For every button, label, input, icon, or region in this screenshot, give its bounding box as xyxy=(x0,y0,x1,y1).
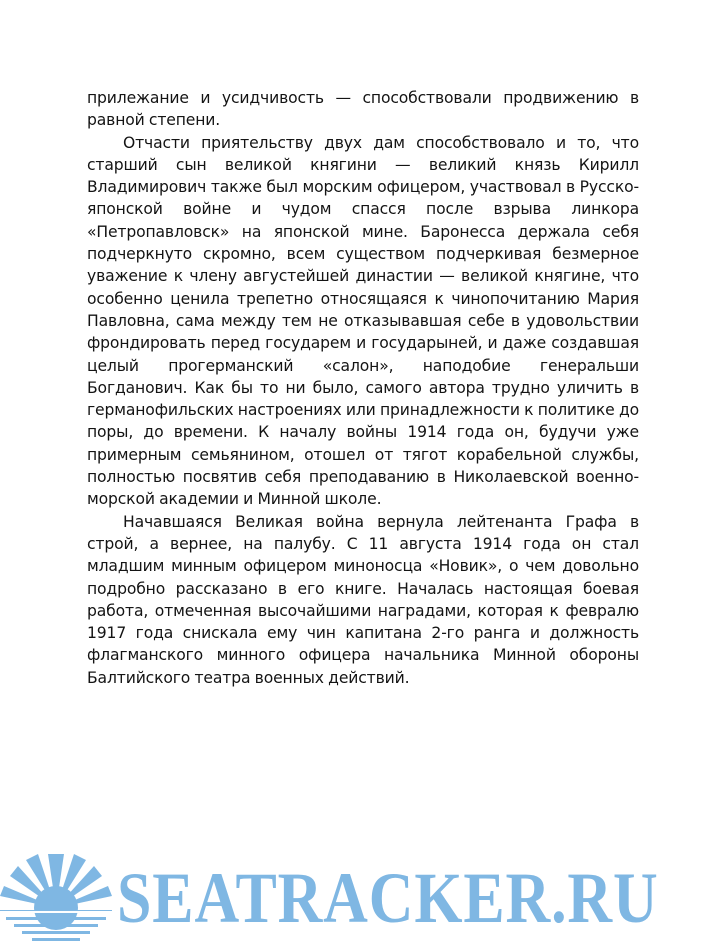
paragraph: Отчасти приятельству двух дам способствовало и то, что старший сын великой княгини — великий князь Кирилл Владимирович также был морским офицером, участвовал в Русско-японской войне и чудом спасся после взрыва линкора «Петропавловск» на японской мине. Баронесса держала себя подчеркнуто скромно, всем существом подчеркивая безмерное уважение к члену августейшей династии — великой княгине, что особенно ценила трепетно относящаяся к чинопочитанию Мария Павловна, сама между тем не отказывавшая себе в удовольствии фрондировать перед государем и государыней, и даже создавшая целый прогерманский «салон», наподобие генеральши Богданович. Как бы то ни было, самого автора трудно уличить в германофильских настроениях или принадлежности к политике до поры, до времени. К началу войны 1914 года он, будучи уже примерным семьянином, отошел от тягот корабельной службы, полностью посвятив себя преподаванию в Николаевской военно-морской академии и Минной школе. xyxy=(87,133,639,509)
watermark-text: SEATRACKER.RU xyxy=(117,858,659,938)
paragraph: Начавшаяся Великая война вернула лейтенанта Графа в строй, а вернее, на палубу. С 11 августа 1914 года он стал младшим минным офицером миноносца «Новик», о чем довольно подробно рассказано в его книге. Началась настоящая боевая работа, отмеченная высочайшими наградами, которая к февралю 1917 года снискала ему чин капитана 2-го ранга и должность флагманского минного офицера начальника Минной обороны Балтийского театра военных действий. xyxy=(87,512,639,687)
sun-over-sea-icon xyxy=(0,854,112,941)
paragraph-continuation: прилежание и усидчивость — способствовали продвижению в равной степени. xyxy=(87,89,639,130)
body-text xyxy=(87,87,639,689)
